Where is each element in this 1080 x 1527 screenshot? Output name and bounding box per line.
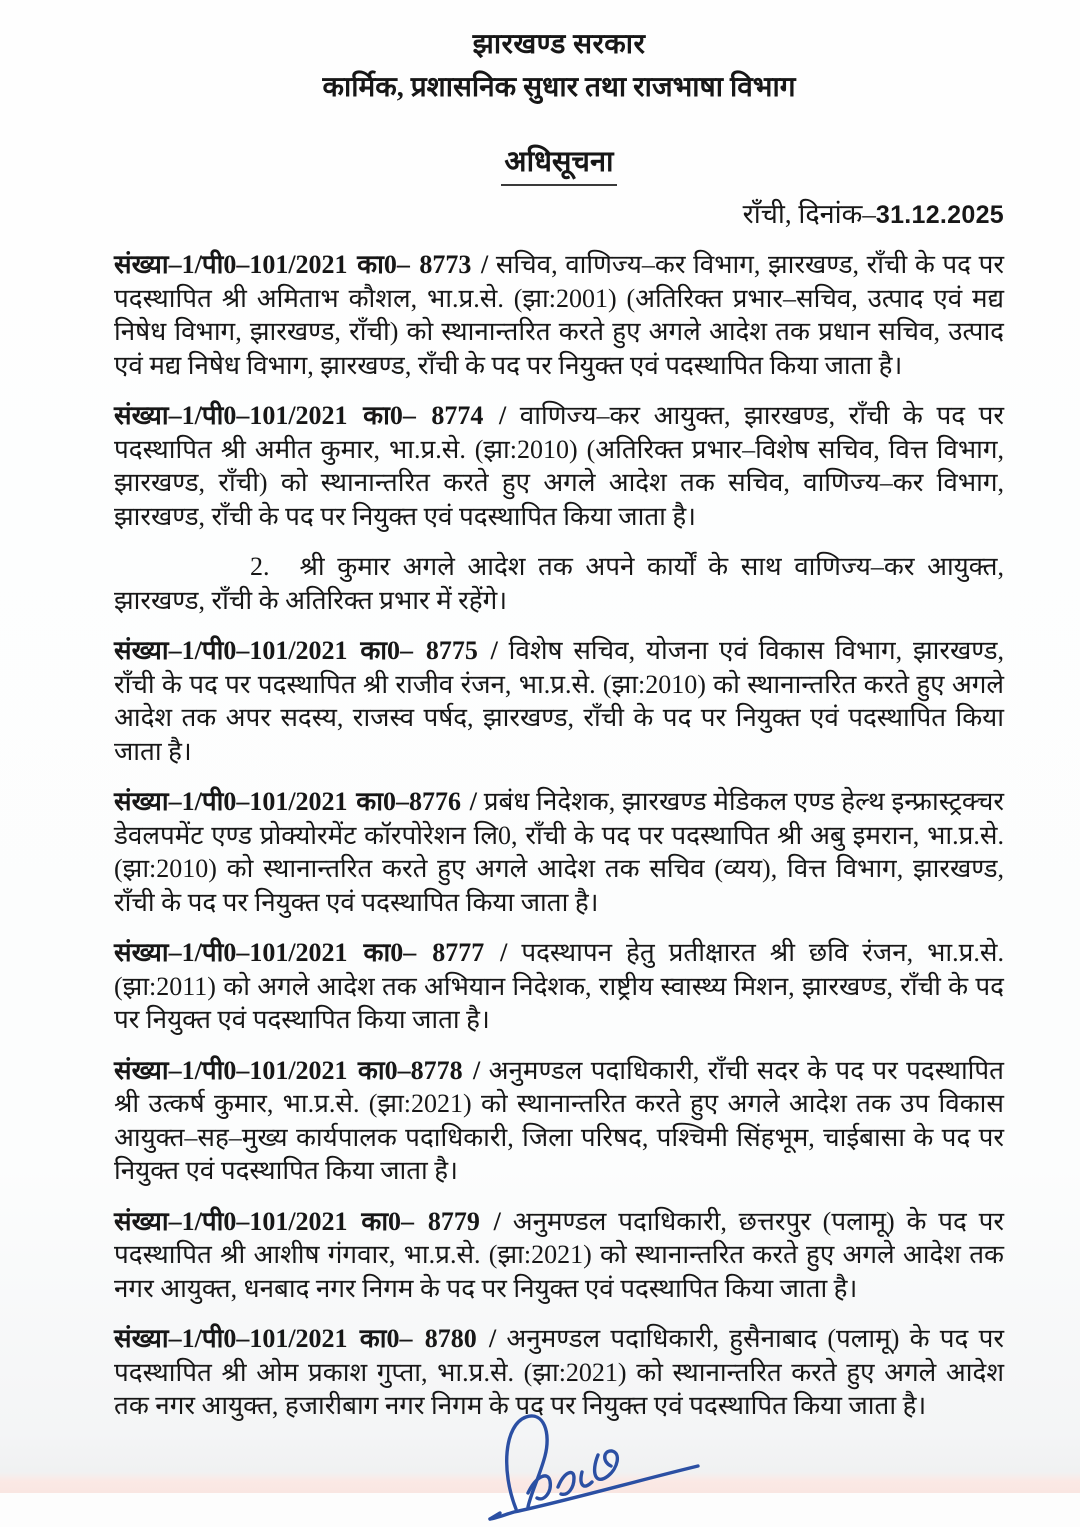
order-ref: संख्या–1/पी0–101/2021 का0– 8777 / bbox=[114, 938, 508, 967]
order-ref: संख्या–1/पी0–101/2021 का0–8776 / bbox=[114, 787, 477, 816]
order-body: अनुमण्डल पदाधिकारी, छत्तरपुर (पलामू) के पद पर पदस्थापित श्री आशीष गंगवार, भा.प्र.से. (झा:2021) को स्थानान्तरित करते हुए अगले आदेश तक नगर आयुक्त, धनबाद नगर निगम के पद पर नियुक्त एवं पदस्थापित किया जाता है। bbox=[114, 1206, 1005, 1303]
order-body: वाणिज्य–कर आयुक्त, झारखण्ड, राँची के पद पर पदस्थापित श्री अमीत कुमार, भा.प्र.से. (झा:2010) (अतिरिक्त प्रभार–विशेष सचिव, वित्त विभाग, झारखण्ड, राँची) को स्थानान्तरित करते हुए अगले आदेश तक सचिव, वाणिज्य–कर विभाग, झारखण्ड, राँची के पद पर नियुक्त एवं पदस्थापित किया जाता है। bbox=[114, 401, 1005, 531]
notification-title-row bbox=[114, 141, 1004, 186]
place-date-line bbox=[114, 194, 1004, 231]
place-date-label: राँची, दिनांक– bbox=[742, 199, 876, 229]
order-ref: संख्या–1/पी0–101/2021 का0– 8775 / bbox=[114, 636, 498, 665]
sub-paragraph-body: श्री कुमार अगले आदेश तक अपने कार्यों के साथ वाणिज्य–कर आयुक्त, झारखण्ड, राँची के अतिरिक्त प्रभार में रहेंगे। bbox=[114, 552, 1004, 615]
order-paragraph-8776 bbox=[114, 785, 1004, 919]
sub-paragraph-number: 2. bbox=[250, 552, 270, 581]
order-ref: संख्या–1/पी0–101/2021 का0– 8779 / bbox=[114, 1206, 501, 1236]
order-paragraph-8775 bbox=[114, 634, 1004, 768]
signature-letters-4 bbox=[595, 1450, 618, 1478]
government-name: झारखण्ड सरकार bbox=[472, 29, 646, 60]
notification-title: अधिसूचना bbox=[501, 141, 616, 186]
order-paragraph-8779 bbox=[114, 1205, 1004, 1306]
order-body: पदस्थापन हेतु प्रतीक्षारत श्री छवि रंजन, भा.प्र.से. (झा:2011) को अगले आदेश तक अभियान निदेशक, राष्ट्रीय स्वास्थ्य मिशन, झारखण्ड, राँची के पद पर नियुक्त एवं पदस्थापित किया जाता है। bbox=[114, 938, 1004, 1034]
signature-loop bbox=[507, 1415, 547, 1508]
order-ref: संख्या–1/पी0–101/2021 का0– 8780 / bbox=[114, 1324, 497, 1353]
signature-letters-2 bbox=[558, 1472, 574, 1494]
order-ref: संख्या–1/पी0–101/2021 का0– 8773 / bbox=[114, 250, 489, 279]
signature-scribble bbox=[476, 1409, 716, 1527]
order-body: सचिव, वाणिज्य–कर विभाग, झारखण्ड, राँची के पद पर पदस्थापित श्री अमिताभ कौशल, भा.प्र.से. (झा:2001) (अतिरिक्त प्रभार–सचिव, उत्पाद एवं मद्य निषेध विभाग, झारखण्ड, राँची) को स्थानान्तरित करते हुए अगले आदेश तक प्रधान सचिव, उत्पाद एवं मद्य निषेध विभाग, झारखण्ड, राँची के पद पर नियुक्त एवं पदस्थापित किया जाता है। bbox=[114, 250, 1004, 380]
document-header bbox=[114, 24, 1004, 105]
order-body: विशेष सचिव, योजना एवं विकास विभाग, झारखण्ड, राँची के पद पर पदस्थापित श्री राजीव रंजन, भा.प्र.से. (झा:2010) को स्थानान्तरित करते हुए अगले आदेश तक अपर सदस्य, राजस्व पर्षद, झारखण्ड, राँची के पद पर नियुक्त एवं पदस्थापित किया जाता है। bbox=[114, 636, 1005, 766]
department-name: कार्मिक, प्रशासनिक सुधार तथा राजभाषा विभाग bbox=[322, 72, 796, 103]
sub-paragraph-2 bbox=[114, 550, 1004, 617]
order-paragraph-8774 bbox=[114, 399, 1004, 533]
order-ref: संख्या–1/पी0–101/2021 का0– 8774 / bbox=[114, 401, 507, 430]
signature-letters-3 bbox=[581, 1472, 592, 1486]
order-body: अनुमण्डल पदाधिकारी, हुसैनाबाद (पलामू) के पद पर पदस्थापित श्री ओम प्रकाश गुप्ता, भा.प्र.से. (झा:2021) को स्थानान्तरित करते हुए अगले आदेश तक नगर आयुक्त, हजारीबाग नगर निगम के पद पर नियुक्त एवं पदस्थापित किया जाता है। bbox=[114, 1324, 1004, 1420]
order-body: अनुमण्डल पदाधिकारी, राँची सदर के पद पर पदस्थापित श्री उत्कर्ष कुमार, भा.प्र.से. (झा:2021) को स्थानान्तरित करते हुए अगले आदेश तक उप विकास आयुक्त–सह–मुख्य कार्यपालक पदाधिकारी, जिला परिषद, पश्चिमी सिंहभूम, चाईबासा के पद पर नियुक्त एवं पदस्थापित किया जाता है। bbox=[114, 1055, 1005, 1185]
order-paragraph-8777 bbox=[114, 936, 1004, 1037]
order-paragraph-8773 bbox=[114, 248, 1004, 382]
order-paragraph-8778 bbox=[114, 1054, 1004, 1188]
date-value: 31.12.2025 bbox=[875, 201, 1004, 229]
order-paragraph-8780 bbox=[114, 1322, 1004, 1423]
order-ref: संख्या–1/पी0–101/2021 का0–8778 / bbox=[114, 1055, 481, 1085]
order-body: प्रबंध निदेशक, झारखण्ड मेडिकल एण्ड हेल्थ इन्फ्रास्ट्रक्चर डेवलपमेंट एण्ड प्रोक्योरमेंट कॉरपोरेशन लि0, राँची के पद पर पदस्थापित श्री अबु इमरान, भा.प्र.से. (झा:2010) को स्थानान्तरित करते हुए अगले आदेश तक सचिव (व्यय), वित्त विभाग, झारखण्ड, राँची के पद पर नियुक्त एवं पदस्थापित किया जाता है। bbox=[114, 787, 1004, 917]
